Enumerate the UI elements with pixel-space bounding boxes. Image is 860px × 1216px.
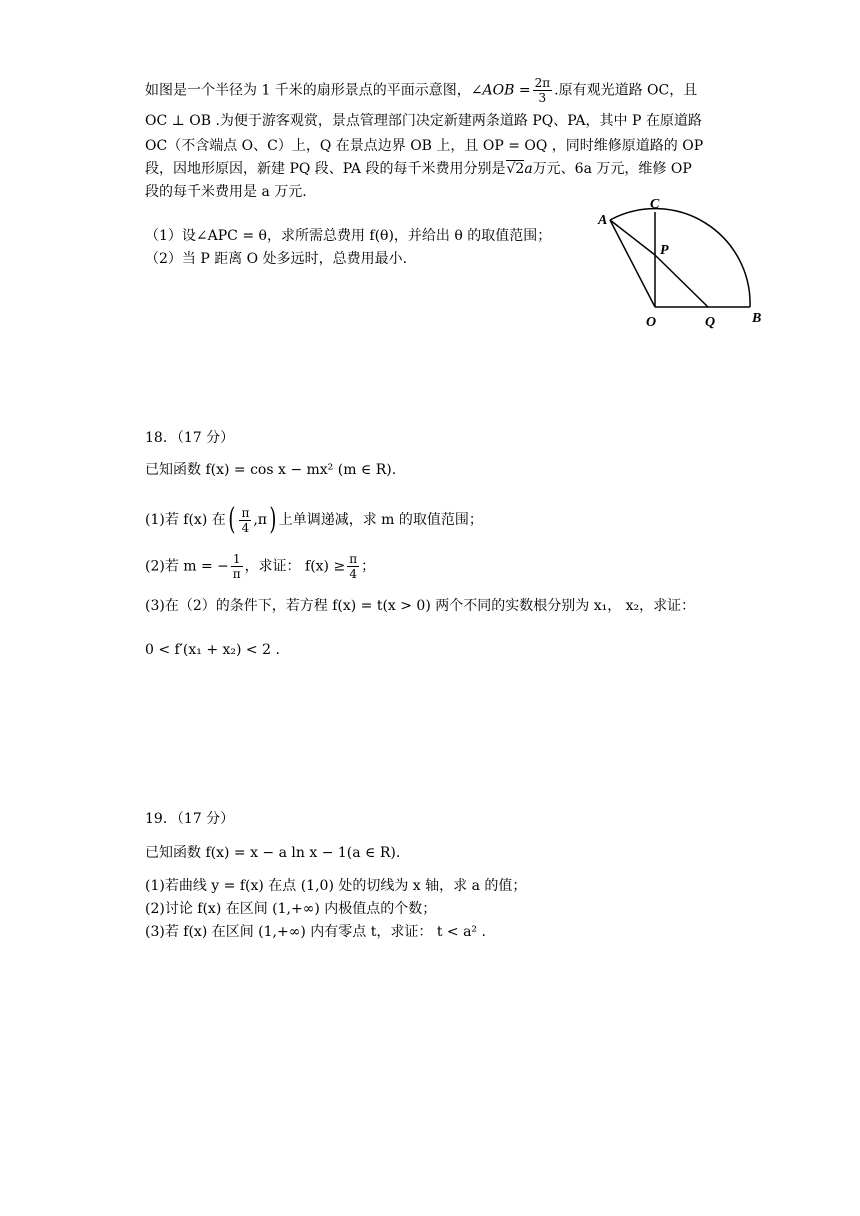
close-paren: )	[269, 502, 277, 537]
p19-header: 19．（17 分）	[145, 811, 235, 827]
sector-arc	[610, 209, 750, 307]
interval-end: ,π	[253, 512, 267, 528]
line-ap	[610, 220, 655, 255]
p19-statement: 已知函数 f(x) = x − a ln x − 1(a ∈ R).	[145, 845, 401, 861]
sector-figure	[590, 192, 790, 332]
p17-line4-tail: 万元、6a 万元，维修 OP	[532, 161, 692, 177]
label-q: Q	[705, 315, 716, 330]
p17-line4-text: 段，因地形原因，新建 PQ 段、PA 段的每千米费用分别是	[145, 161, 506, 177]
frac-num: π	[349, 552, 358, 566]
p18-part2-tail: ；	[361, 558, 376, 575]
pi-over-4	[239, 506, 251, 535]
line-pq	[655, 255, 708, 307]
p19-part2: (2)讨论 f(x) 在区间 (1,+∞) 内极值点的个数；	[145, 901, 437, 917]
p18-part2-text: (2)若 m = −	[145, 558, 229, 575]
p18-statement: 已知函数 f(x) = cos x − mx² (m ∈ R).	[145, 462, 397, 478]
p17-line3: OC（不含端点 O、C）上，Q 在景点边界 OB 上，且 OP = OQ ，同时维修原道路的 OP	[145, 138, 704, 154]
label-a: A	[598, 213, 608, 228]
sqrt2: √2	[506, 161, 525, 177]
p18-part1-tail: 上单调递减，求 m 的取值范围；	[278, 512, 483, 528]
p17-q2: （2）当 P 距离 O 处多远时，总费用最小.	[145, 251, 408, 267]
p17-line5: 段的每千米费用是 a 万元.	[145, 184, 307, 200]
p18-part3-inequality: 0 < f′(x₁ + x₂) < 2 .	[145, 642, 280, 658]
p17-line1-text: 如图是一个半径为 1 千米的扇形景点的平面示意图，	[145, 82, 471, 99]
one-over-pi	[231, 552, 243, 581]
p18-part2-mid: ，求证： f(x) ≥	[244, 558, 346, 575]
label-p: P	[660, 243, 669, 258]
label-c: C	[650, 197, 660, 212]
angle-aob-lhs: ∠AOB =	[470, 82, 531, 99]
label-b: B	[752, 311, 762, 326]
pi-over-4-2	[347, 552, 359, 581]
p18-part1-text: (1)若 f(x) 在	[145, 512, 226, 528]
frac-den: 4	[241, 520, 250, 535]
p18-part1	[145, 502, 483, 537]
p17-line4	[145, 159, 692, 179]
label-o: O	[646, 315, 657, 330]
angle-aob-num: 2π	[534, 76, 551, 90]
p18-header: 18．（17 分）	[145, 430, 235, 446]
frac-num: 1	[232, 552, 241, 566]
p18-part2	[145, 552, 375, 581]
var-a: a	[524, 161, 533, 177]
p19-part3: (3)若 f(x) 在区间 (1,+∞) 内有零点 t，求证： t < a² .	[145, 924, 486, 940]
frac-num: π	[241, 505, 250, 520]
open-paren: (	[228, 502, 236, 537]
p18-part3: (3)在（2）的条件下，若方程 f(x) = t(x > 0) 两个不同的实数根分别为 x₁， x₂，求证：	[145, 598, 696, 614]
angle-aob-fraction	[533, 76, 553, 105]
p17-line1	[145, 76, 697, 105]
angle-aob-den: 3	[538, 91, 547, 105]
p17-q1: （1）设∠APC = θ，求所需总费用 f(θ)，并给出 θ 的取值范围；	[145, 228, 552, 244]
frac-den: π	[232, 567, 241, 581]
frac-den: 4	[349, 567, 357, 581]
p17-line2: OC ⊥ OB .为便于游客观赏，景点管理部门决定新建两条道路 PQ、PA，其中 P 在原道路	[145, 113, 702, 129]
line-oa	[610, 220, 655, 307]
p19-part1: (1)若曲线 y = f(x) 在点 (1,0) 处的切线为 x 轴，求 a 的值；	[145, 878, 527, 894]
p17-line1-tail: .原有观光道路 OC，且	[554, 82, 698, 99]
